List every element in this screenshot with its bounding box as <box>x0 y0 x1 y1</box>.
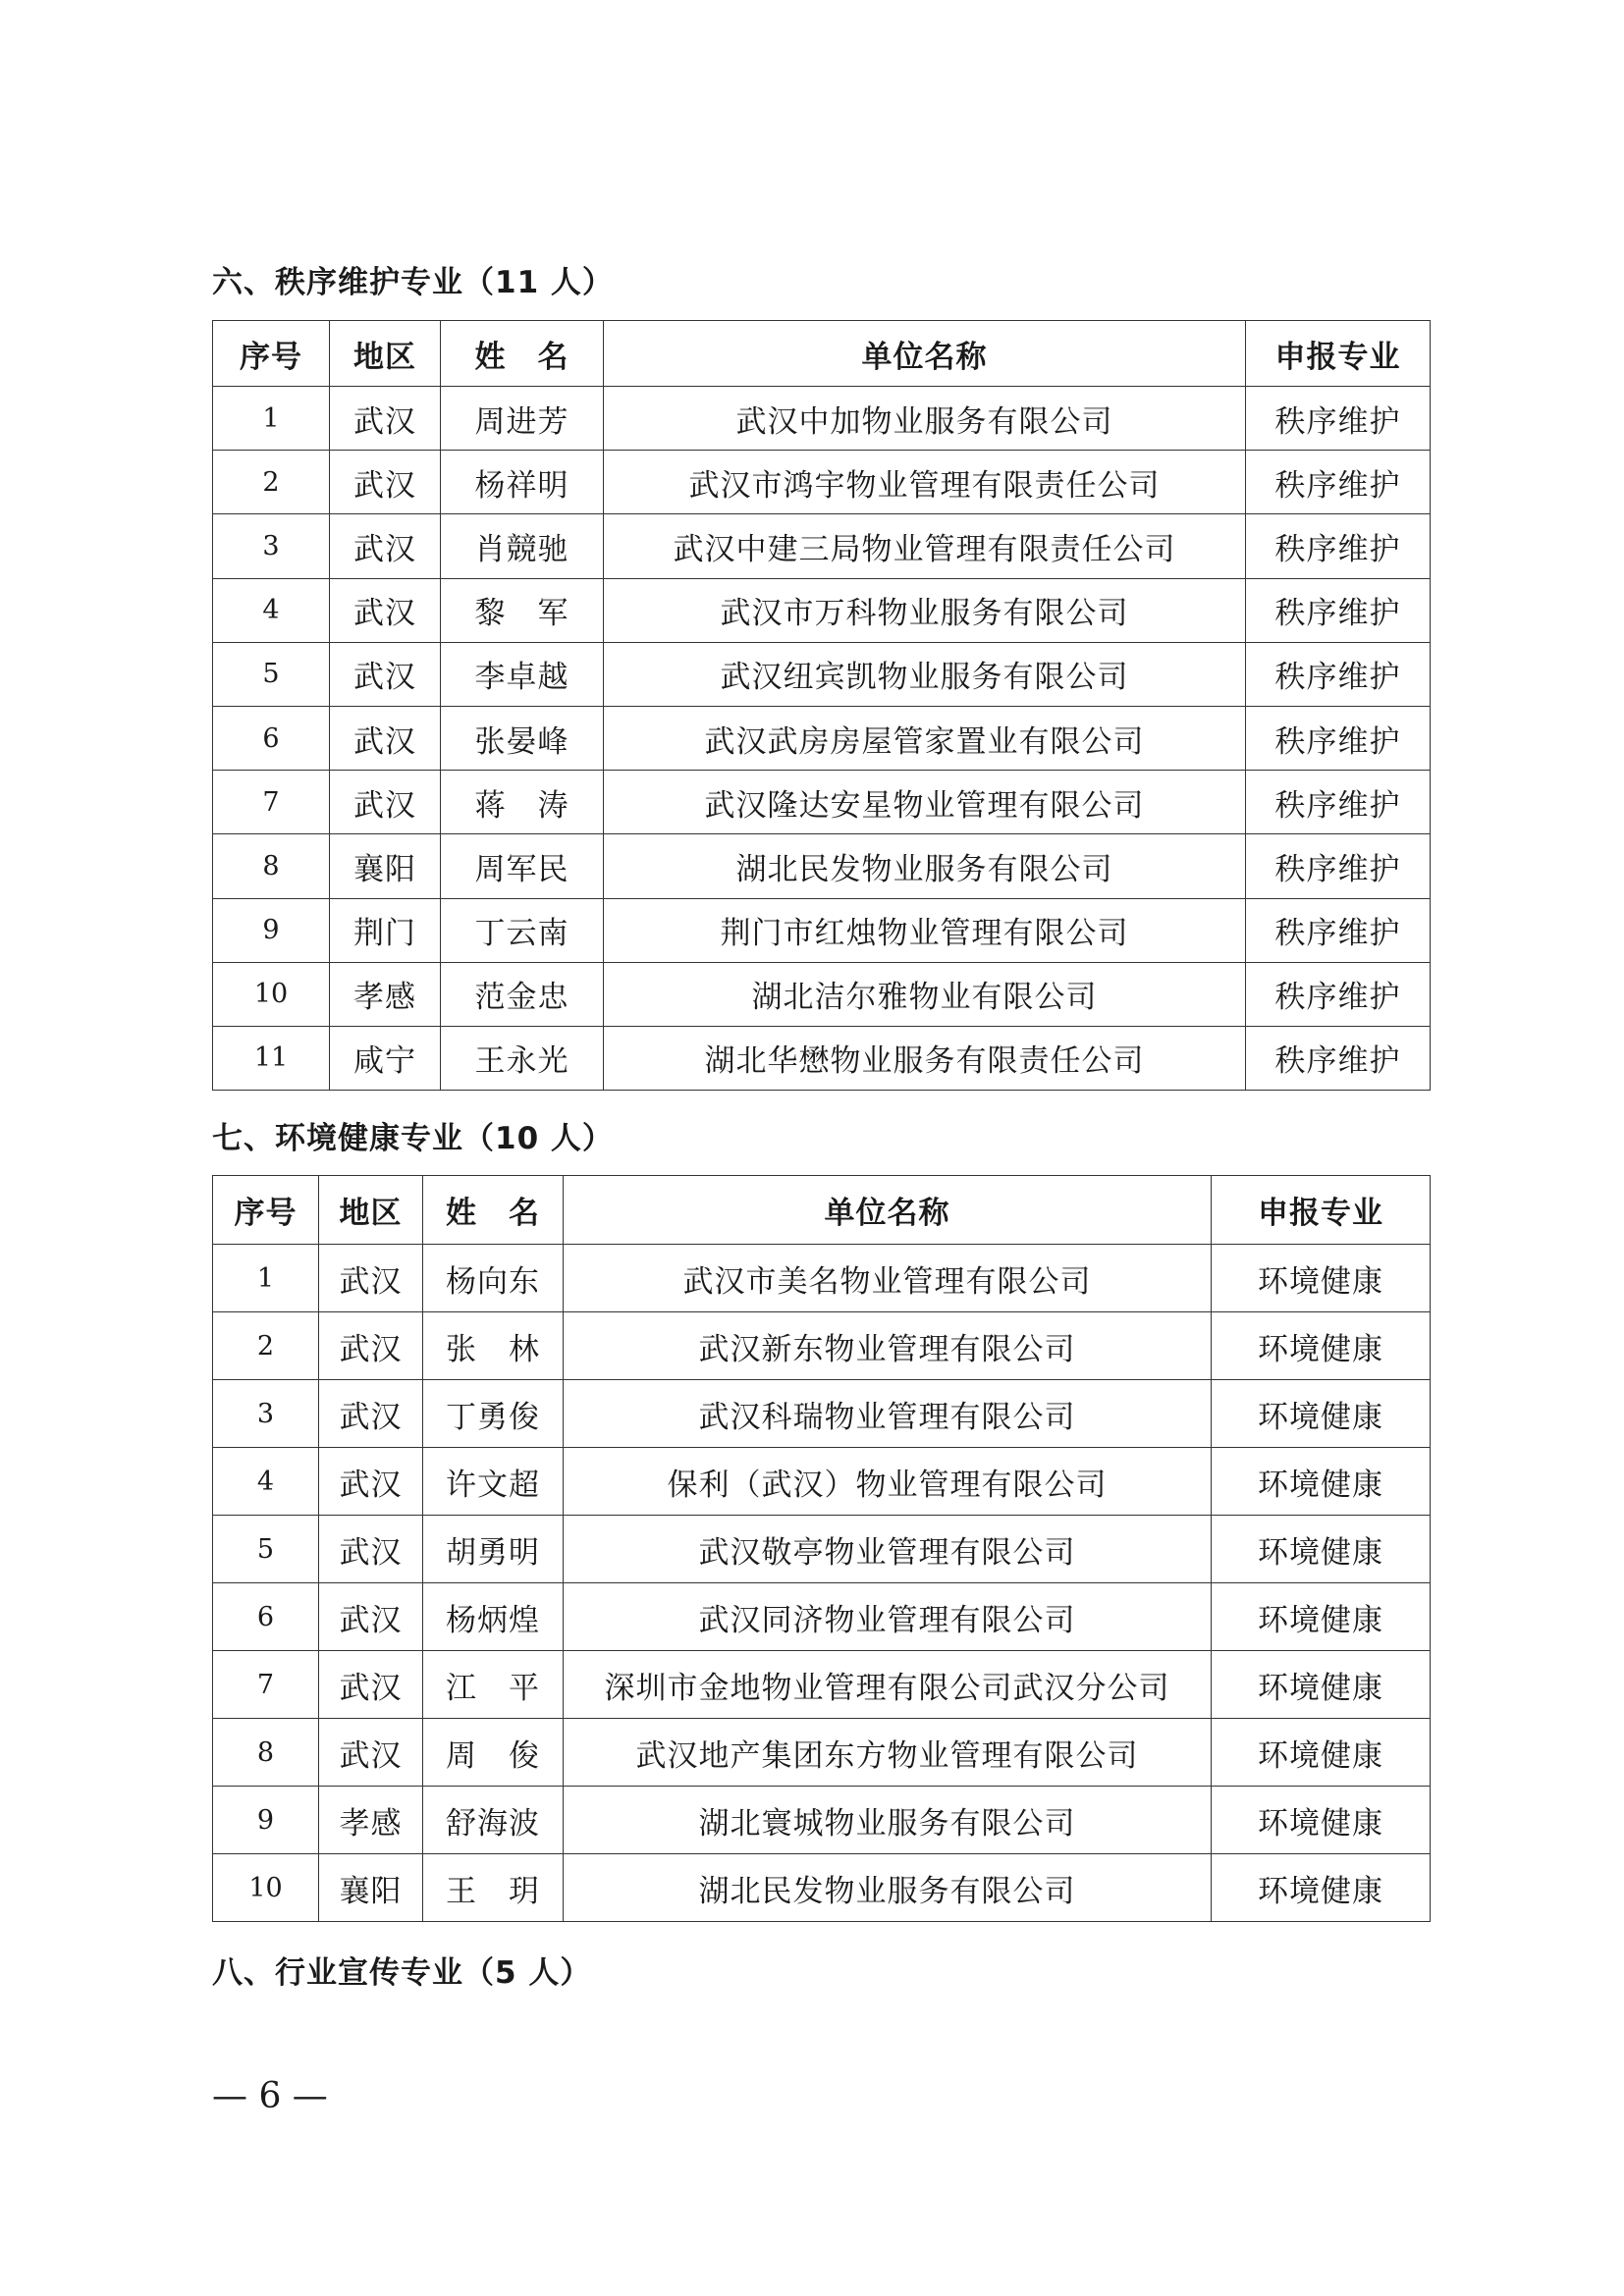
cell-index: 2 <box>213 1312 319 1380</box>
table-row <box>213 1854 1431 1922</box>
table-row <box>213 1245 1431 1312</box>
header-region: 地区 <box>319 1176 423 1245</box>
header-specialty: 申报专业 <box>1246 321 1431 387</box>
cell-specialty: 环境健康 <box>1212 1583 1431 1651</box>
cell-index: 3 <box>213 1380 319 1448</box>
table-row <box>213 451 1431 514</box>
cell-region: 武汉 <box>330 578 441 642</box>
cell-index: 9 <box>213 898 330 962</box>
cell-company: 湖北洁尔雅物业有限公司 <box>604 962 1246 1026</box>
cell-specialty: 环境健康 <box>1212 1448 1431 1516</box>
cell-name: 舒海波 <box>423 1787 564 1854</box>
cell-index: 11 <box>213 1026 330 1090</box>
cell-region: 武汉 <box>319 1380 423 1448</box>
page-number: — 6 — <box>212 2076 328 2116</box>
cell-specialty: 秩序维护 <box>1246 898 1431 962</box>
cell-region: 襄阳 <box>319 1854 423 1922</box>
cell-name: 王永光 <box>441 1026 604 1090</box>
table-row <box>213 1651 1431 1719</box>
cell-company: 湖北寰城物业服务有限公司 <box>564 1787 1212 1854</box>
cell-specialty: 环境健康 <box>1212 1651 1431 1719</box>
cell-region: 武汉 <box>330 451 441 514</box>
cell-name: 蒋 涛 <box>441 771 604 834</box>
cell-region: 武汉 <box>319 1516 423 1583</box>
table-row <box>213 1719 1431 1787</box>
section-title-environment-health: 七、环境健康专业（10 人） <box>212 1121 614 1156</box>
cell-index: 8 <box>213 1719 319 1787</box>
cell-region: 武汉 <box>330 514 441 578</box>
header-region: 地区 <box>330 321 441 387</box>
cell-specialty: 秩序维护 <box>1246 706 1431 770</box>
cell-region: 咸宁 <box>330 1026 441 1090</box>
cell-index: 6 <box>213 1583 319 1651</box>
table-row <box>213 1380 1431 1448</box>
cell-specialty: 环境健康 <box>1212 1516 1431 1583</box>
cell-index: 1 <box>213 1245 319 1312</box>
table-header-row <box>213 1176 1431 1245</box>
cell-index: 4 <box>213 578 330 642</box>
cell-company: 荆门市红烛物业管理有限公司 <box>604 898 1246 962</box>
cell-name: 胡勇明 <box>423 1516 564 1583</box>
cell-region: 武汉 <box>319 1651 423 1719</box>
cell-index: 5 <box>213 1516 319 1583</box>
table-row <box>213 898 1431 962</box>
header-company: 单位名称 <box>604 321 1246 387</box>
cell-company: 武汉中建三局物业管理有限责任公司 <box>604 514 1246 578</box>
cell-company: 武汉隆达安星物业管理有限公司 <box>604 771 1246 834</box>
cell-company: 湖北民发物业服务有限公司 <box>564 1854 1212 1922</box>
environment-health-table <box>212 1175 1431 1922</box>
cell-name: 张晏峰 <box>441 706 604 770</box>
header-index: 序号 <box>213 321 330 387</box>
cell-specialty: 环境健康 <box>1212 1854 1431 1922</box>
cell-specialty: 秩序维护 <box>1246 834 1431 898</box>
cell-name: 周 俊 <box>423 1719 564 1787</box>
cell-company: 武汉市鸿宇物业管理有限责任公司 <box>604 451 1246 514</box>
cell-company: 深圳市金地物业管理有限公司武汉分公司 <box>564 1651 1212 1719</box>
cell-name: 张 林 <box>423 1312 564 1380</box>
cell-company: 武汉科瑞物业管理有限公司 <box>564 1380 1212 1448</box>
cell-name: 周军民 <box>441 834 604 898</box>
cell-name: 黎 军 <box>441 578 604 642</box>
cell-specialty: 环境健康 <box>1212 1787 1431 1854</box>
cell-company: 武汉市美名物业管理有限公司 <box>564 1245 1212 1312</box>
header-name: 姓 名 <box>423 1176 564 1245</box>
header-specialty: 申报专业 <box>1212 1176 1431 1245</box>
cell-index: 1 <box>213 387 330 451</box>
cell-index: 6 <box>213 706 330 770</box>
cell-name: 肖競驰 <box>441 514 604 578</box>
header-index: 序号 <box>213 1176 319 1245</box>
table-row <box>213 1516 1431 1583</box>
cell-index: 4 <box>213 1448 319 1516</box>
cell-specialty: 环境健康 <box>1212 1245 1431 1312</box>
cell-index: 10 <box>213 962 330 1026</box>
cell-company: 武汉地产集团东方物业管理有限公司 <box>564 1719 1212 1787</box>
cell-name: 丁云南 <box>441 898 604 962</box>
cell-name: 范金忠 <box>441 962 604 1026</box>
cell-region: 武汉 <box>330 387 441 451</box>
table-row <box>213 834 1431 898</box>
cell-name: 杨炳煌 <box>423 1583 564 1651</box>
cell-specialty: 秩序维护 <box>1246 387 1431 451</box>
cell-name: 杨祥明 <box>441 451 604 514</box>
cell-index: 9 <box>213 1787 319 1854</box>
table-row <box>213 514 1431 578</box>
cell-specialty: 秩序维护 <box>1246 578 1431 642</box>
header-company: 单位名称 <box>564 1176 1212 1245</box>
cell-index: 7 <box>213 771 330 834</box>
cell-company: 保利（武汉）物业管理有限公司 <box>564 1448 1212 1516</box>
cell-region: 武汉 <box>319 1448 423 1516</box>
cell-region: 孝感 <box>319 1787 423 1854</box>
table-row <box>213 962 1431 1026</box>
cell-region: 荆门 <box>330 898 441 962</box>
cell-company: 武汉敬亭物业管理有限公司 <box>564 1516 1212 1583</box>
cell-index: 5 <box>213 642 330 706</box>
cell-index: 10 <box>213 1854 319 1922</box>
table-row <box>213 387 1431 451</box>
cell-name: 李卓越 <box>441 642 604 706</box>
cell-region: 武汉 <box>319 1312 423 1380</box>
cell-specialty: 秩序维护 <box>1246 1026 1431 1090</box>
table-row <box>213 1787 1431 1854</box>
table-row <box>213 1026 1431 1090</box>
header-name: 姓 名 <box>441 321 604 387</box>
cell-specialty: 环境健康 <box>1212 1380 1431 1448</box>
cell-name: 周进芳 <box>441 387 604 451</box>
table-row <box>213 578 1431 642</box>
table-row <box>213 706 1431 770</box>
table-row <box>213 1312 1431 1380</box>
cell-company: 武汉纽宾凯物业服务有限公司 <box>604 642 1246 706</box>
cell-region: 孝感 <box>330 962 441 1026</box>
table-row <box>213 771 1431 834</box>
cell-name: 江 平 <box>423 1651 564 1719</box>
order-maintenance-table <box>212 320 1431 1091</box>
cell-name: 丁勇俊 <box>423 1380 564 1448</box>
cell-region: 襄阳 <box>330 834 441 898</box>
cell-specialty: 环境健康 <box>1212 1312 1431 1380</box>
cell-region: 武汉 <box>330 771 441 834</box>
cell-company: 武汉同济物业管理有限公司 <box>564 1583 1212 1651</box>
table-row <box>213 1448 1431 1516</box>
cell-company: 武汉新东物业管理有限公司 <box>564 1312 1212 1380</box>
cell-index: 3 <box>213 514 330 578</box>
cell-company: 武汉武房房屋管家置业有限公司 <box>604 706 1246 770</box>
cell-specialty: 秩序维护 <box>1246 451 1431 514</box>
cell-region: 武汉 <box>319 1245 423 1312</box>
cell-specialty: 秩序维护 <box>1246 514 1431 578</box>
cell-name: 王 玥 <box>423 1854 564 1922</box>
cell-index: 7 <box>213 1651 319 1719</box>
cell-region: 武汉 <box>330 642 441 706</box>
cell-specialty: 环境健康 <box>1212 1719 1431 1787</box>
cell-company: 武汉市万科物业服务有限公司 <box>604 578 1246 642</box>
cell-specialty: 秩序维护 <box>1246 771 1431 834</box>
cell-region: 武汉 <box>319 1583 423 1651</box>
table-header-row <box>213 321 1431 387</box>
cell-index: 2 <box>213 451 330 514</box>
cell-company: 湖北华懋物业服务有限责任公司 <box>604 1026 1246 1090</box>
table-row <box>213 1583 1431 1651</box>
cell-company: 武汉中加物业服务有限公司 <box>604 387 1246 451</box>
cell-company: 湖北民发物业服务有限公司 <box>604 834 1246 898</box>
section-title-industry-promotion: 八、行业宣传专业（5 人） <box>212 1955 592 1991</box>
cell-index: 8 <box>213 834 330 898</box>
section-title-order-maintenance: 六、秩序维护专业（11 人） <box>212 265 614 300</box>
cell-name: 许文超 <box>423 1448 564 1516</box>
cell-region: 武汉 <box>319 1719 423 1787</box>
table-row <box>213 642 1431 706</box>
cell-region: 武汉 <box>330 706 441 770</box>
cell-specialty: 秩序维护 <box>1246 962 1431 1026</box>
cell-specialty: 秩序维护 <box>1246 642 1431 706</box>
cell-name: 杨向东 <box>423 1245 564 1312</box>
